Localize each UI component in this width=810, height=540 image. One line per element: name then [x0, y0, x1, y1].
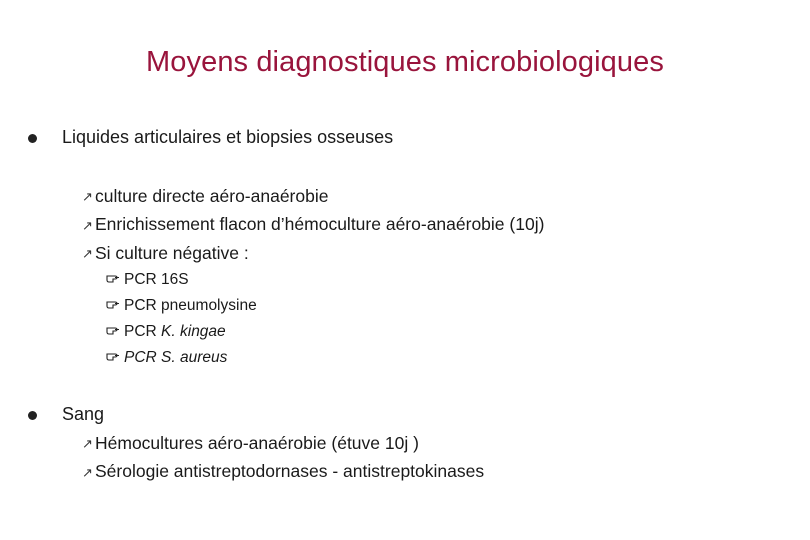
list-item: ↗ Enrichissement flacon d’hémoculture aéro-anaérobie (10j) [82, 214, 545, 235]
list-item: PCR 16S [106, 267, 257, 293]
section-blood [28, 404, 104, 425]
list-item: ↗ Hémocultures aéro-anaérobie (étuve 10j ) [82, 432, 419, 453]
list-item: PCR S. aureus [106, 345, 257, 371]
pcr-sublist [106, 267, 257, 371]
arrow-up-right-icon: ↗ [82, 189, 93, 205]
section-joint-fluid [28, 127, 393, 148]
pointing-hand-icon [106, 350, 120, 364]
list-item: PCR K. kingae [106, 319, 257, 345]
section-label: Sang [62, 404, 105, 424]
page-title: Moyens diagnostiques microbiologiques [146, 46, 664, 78]
round-bullet-icon [28, 411, 37, 420]
arrow-up-right-icon: ↗ [82, 436, 93, 452]
pointing-hand-icon [106, 298, 120, 312]
section-blood-items [82, 429, 484, 486]
list-item: PCR pneumolysine [106, 293, 257, 319]
section-joint-fluid-items [82, 182, 544, 268]
list-item: ↗ Si culture négative : [82, 242, 249, 263]
arrow-up-right-icon: ↗ [82, 217, 93, 233]
list-item: ↗ Sérologie antistreptodornases - antistreptokinases [82, 461, 485, 482]
pointing-hand-icon [106, 324, 120, 338]
pointing-hand-icon [106, 272, 120, 286]
arrow-up-right-icon: ↗ [82, 464, 93, 480]
round-bullet-icon [28, 134, 37, 143]
list-item: ↗ culture directe aéro-anaérobie [82, 185, 329, 206]
arrow-up-right-icon: ↗ [82, 246, 93, 262]
section-label: Liquides articulaires et biopsies osseuses [62, 127, 394, 147]
